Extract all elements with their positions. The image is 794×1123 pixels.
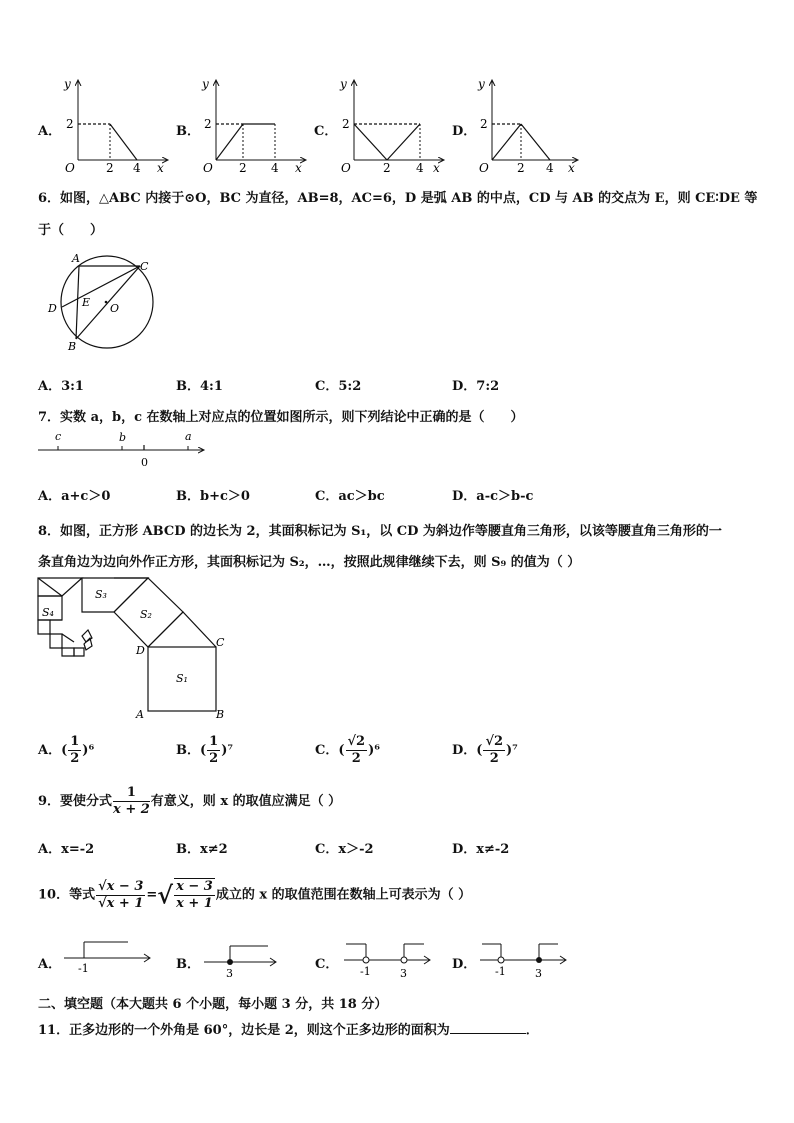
label-a: A xyxy=(72,252,80,265)
x-tick: 2 xyxy=(383,161,391,175)
q6-circle-figure xyxy=(44,250,174,355)
tick-label: -1 xyxy=(495,965,506,978)
tick-label: 3 xyxy=(400,967,407,980)
x-tick: 4 xyxy=(271,161,279,175)
zero-label: 0 xyxy=(141,456,148,468)
label-e: E xyxy=(82,296,91,309)
origin-label: O xyxy=(203,161,213,175)
point-c-label: c xyxy=(55,430,62,443)
q8-option-a[interactable]: A．( $\frac{1}{2}$ )⁶ xyxy=(38,734,95,766)
q10-option-a-line xyxy=(62,936,157,978)
axis-x-label: x xyxy=(295,161,302,175)
q8-squares-figure xyxy=(30,572,235,722)
section2-heading: 二、填空题（本大题共 6 个小题，每小题 3 分，共 18 分） xyxy=(38,997,388,1012)
q6-option-d[interactable]: D．7:2 xyxy=(452,379,500,394)
label-c: C xyxy=(140,260,149,273)
tick-label: 3 xyxy=(226,967,233,980)
q7-option-d[interactable]: D．a-c＞b-c xyxy=(452,489,534,504)
tick-label: 3 xyxy=(535,967,542,980)
axis-x-label: x xyxy=(433,161,440,175)
axis-y-label: y xyxy=(64,77,71,91)
axis-y-label: y xyxy=(202,77,209,91)
q5-option-b-label[interactable]: B． xyxy=(176,124,200,139)
x-tick: 4 xyxy=(133,161,141,175)
q5-option-a-graph xyxy=(56,70,176,175)
label-c: C xyxy=(216,636,225,649)
q5-option-d-graph xyxy=(470,70,590,175)
q6-option-b[interactable]: B．4:1 xyxy=(176,379,223,394)
x-tick: 2 xyxy=(517,161,525,175)
x-tick: 4 xyxy=(416,161,424,175)
q9-option-d[interactable]: D．x≠-2 xyxy=(452,842,510,857)
tick-label: -1 xyxy=(78,962,89,975)
q5-option-b-graph xyxy=(194,70,314,175)
q10-option-c-line xyxy=(342,938,437,980)
q9-stem: 9．要使分式 $\frac{1}{x + 2}$ 有意义，则 x 的取值应满足（ ） xyxy=(38,785,342,817)
q10-option-d-line xyxy=(478,938,573,980)
q9-option-b[interactable]: B．x≠2 xyxy=(176,842,228,857)
q6-stem-line2: 于（ ） xyxy=(38,223,104,238)
origin-label: O xyxy=(479,161,489,175)
q10-option-b-line xyxy=(202,940,282,982)
q5-options xyxy=(0,70,794,180)
q7-stem: 7．实数 a，b，c 在数轴上对应点的位置如图所示，则下列结论中正确的是（ ） xyxy=(38,410,524,425)
q7-option-a[interactable]: A．a+c＞0 xyxy=(38,489,111,504)
label-s4: S₄ xyxy=(42,606,54,619)
label-s3: S₃ xyxy=(95,588,107,601)
label-s1: S₁ xyxy=(176,672,188,685)
origin-label: O xyxy=(341,161,351,175)
q10-option-b-label[interactable]: B． xyxy=(176,957,200,972)
q7-option-b[interactable]: B．b+c＞0 xyxy=(176,489,250,504)
q7-option-c[interactable]: C．ac＞bc xyxy=(315,489,385,504)
q6-option-c[interactable]: C．5:2 xyxy=(315,379,362,394)
y-tick: 2 xyxy=(342,117,350,131)
label-d: D xyxy=(48,302,57,315)
q10-option-c-label[interactable]: C． xyxy=(315,957,339,972)
q7-number-line xyxy=(36,426,211,468)
point-b-label: b xyxy=(119,431,127,444)
axis-x-label: x xyxy=(157,161,164,175)
q8-option-d[interactable]: D．( $\frac{√2}{2}$ )⁷ xyxy=(452,734,518,766)
axis-x-label: x xyxy=(568,161,575,175)
q8-option-b[interactable]: B．( $\frac{1}{2}$ )⁷ xyxy=(176,734,234,766)
label-s2: S₂ xyxy=(140,608,152,621)
q5-option-d-label[interactable]: D． xyxy=(452,124,477,139)
q11-stem: 11．正多边形的一个外角是 60°，边长是 2，则这个正多边形的面积为 ． xyxy=(38,1023,539,1038)
q6-option-a[interactable]: A．3:1 xyxy=(38,379,84,394)
y-tick: 2 xyxy=(480,117,488,131)
y-tick: 2 xyxy=(204,117,212,131)
label-a: A xyxy=(136,708,144,721)
y-tick: 2 xyxy=(66,117,74,131)
label-d: D xyxy=(136,644,145,657)
q6-stem-line1: 6．如图，△ABC 内接于⊙O，BC 为直径，AB=8，AC=6，D 是弧 AB 的中点，CD 与 AB 的交点为 E，则 CE∶DE 等 xyxy=(38,191,758,206)
tick-label: -1 xyxy=(360,965,371,978)
x-tick: 2 xyxy=(239,161,247,175)
label-b: B xyxy=(68,340,77,353)
q5-option-c-label[interactable]: C． xyxy=(314,124,338,139)
label-o: O xyxy=(110,302,120,315)
q10-option-d-label[interactable]: D． xyxy=(452,957,477,972)
origin-label: O xyxy=(65,161,75,175)
axis-y-label: y xyxy=(340,77,347,91)
q5-option-c-graph xyxy=(332,70,452,175)
axis-y-label: y xyxy=(478,77,485,91)
q8-stem-line2: 条直角边为边向外作正方形，其面积标记为 S₂，…，按照此规律继续下去，则 S₉ 的值为（ ） xyxy=(38,555,581,570)
label-b: B xyxy=(216,708,225,721)
x-tick: 2 xyxy=(106,161,114,175)
q8-stem-line1: 8．如图，正方形 ABCD 的边长为 2，其面积标记为 S₁，以 CD 为斜边作等腰直角三角形，以该等腰直角三角形的一 xyxy=(38,524,722,539)
q10-option-a-label[interactable]: A． xyxy=(38,957,62,972)
q5-option-a-label[interactable]: A． xyxy=(38,124,62,139)
x-tick: 4 xyxy=(546,161,554,175)
q8-option-c[interactable]: C．( $\frac{√2}{2}$ )⁶ xyxy=(315,734,380,766)
q11-answer-blank[interactable] xyxy=(450,1022,526,1034)
q9-option-a[interactable]: A．x=-2 xyxy=(38,842,95,857)
q9-option-c[interactable]: C．x＞-2 xyxy=(315,842,374,857)
point-a-label: a xyxy=(185,430,192,443)
q10-stem: 10．等式 $\frac{√x - 3}{√x + 1}$ =√ $\frac{x - 3}{x + 1}$ 成立的 x 的取值范围在数轴上可表示为（ ） xyxy=(38,878,472,911)
